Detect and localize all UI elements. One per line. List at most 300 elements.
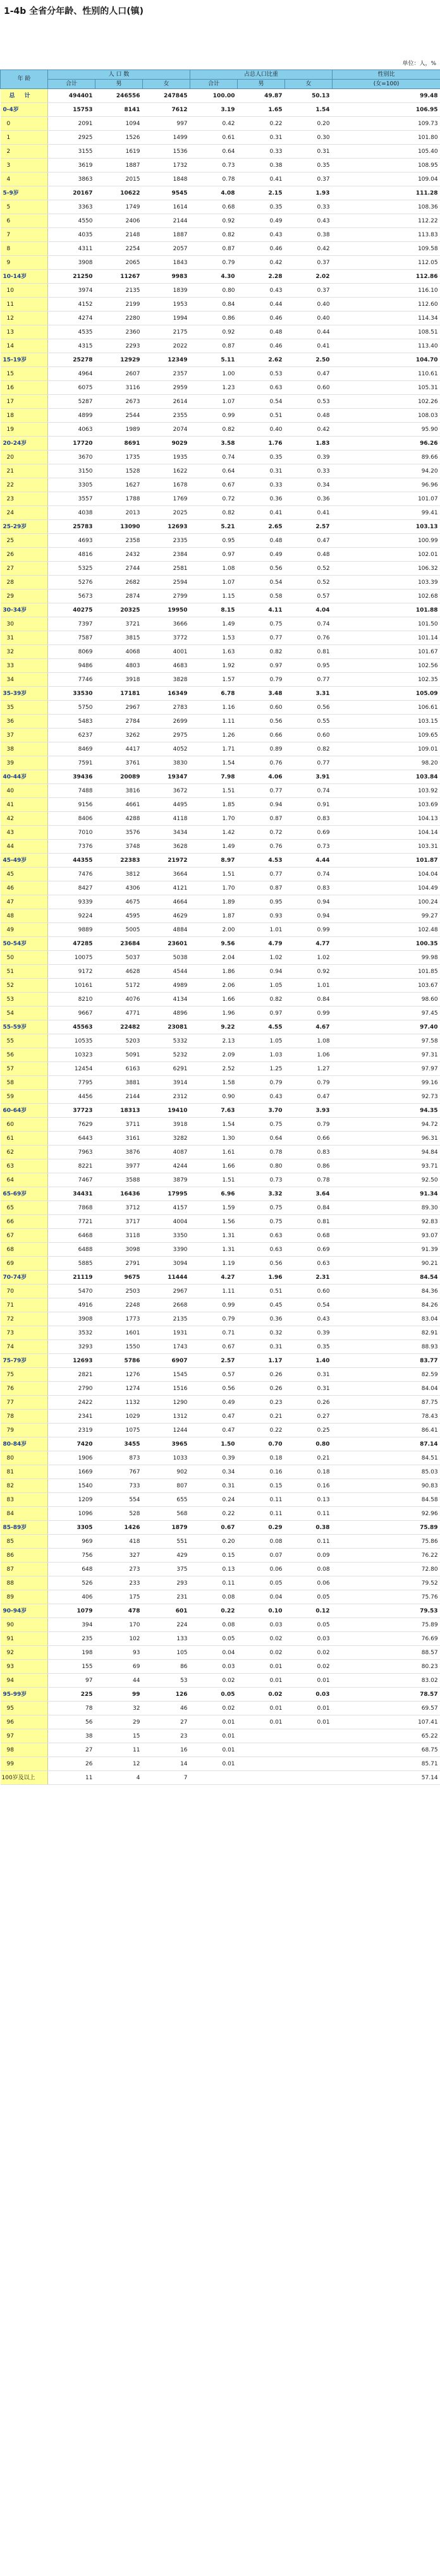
sex-ratio-cell: 104.14 [333,826,440,840]
sex-ratio-cell: 75.89 [333,1618,440,1632]
age-cell: 87 [1,1563,48,1576]
table-row [1,548,440,562]
pct-female-cell: 1.02 [285,951,333,965]
table-group-row [1,1604,440,1618]
pct-female-cell: 0.82 [285,742,333,756]
pop-total-cell: 4274 [48,311,95,325]
col-header-pct-total: 合计 [190,80,238,89]
sex-ratio-cell: 102.35 [333,673,440,687]
pop-female-cell: 247845 [143,89,190,103]
pop-total-cell: 1079 [48,1604,95,1618]
pct-total-cell: 0.05 [190,1632,238,1646]
pop-female-cell: 4544 [143,965,190,979]
pop-total-cell: 4035 [48,228,95,242]
pop-male-cell: 2293 [95,339,143,353]
pct-total-cell: 9.22 [190,1020,238,1034]
pct-total-cell: 1.15 [190,590,238,603]
age-cell: 99 [1,1757,48,1771]
age-cell: 0 [1,117,48,131]
pop-total-cell: 9486 [48,659,95,673]
pct-female-cell: 0.99 [285,923,333,937]
pop-male-cell: 11267 [95,270,143,284]
pop-female-cell: 655 [143,1493,190,1507]
pct-total-cell: 1.92 [190,659,238,673]
pct-female-cell: 0.39 [285,1326,333,1340]
pop-female-cell: 429 [143,1549,190,1563]
col-header-age: 年 龄 [1,70,48,89]
pct-female-cell [285,1757,333,1771]
pop-female-cell: 2959 [143,381,190,395]
table-row [1,590,440,603]
pct-male-cell: 0.01 [238,1702,285,1715]
pct-male-cell: 0.58 [238,590,285,603]
sex-ratio-cell: 108.03 [333,409,440,423]
pct-male-cell: 0.40 [238,423,285,437]
pct-male-cell: 0.05 [238,1576,285,1590]
pop-male-cell: 5172 [95,979,143,993]
sex-ratio-cell: 92.83 [333,1215,440,1229]
table-row [1,1326,440,1340]
age-cell: 63 [1,1159,48,1173]
pop-male-cell: 16436 [95,1187,143,1201]
pct-total-cell: 1.00 [190,367,238,381]
sex-ratio-cell: 104.13 [333,812,440,826]
table-row [1,131,440,145]
sex-ratio-cell: 90.21 [333,1257,440,1271]
age-cell: 95 [1,1702,48,1715]
age-cell: 14 [1,339,48,353]
table-group-row [1,89,440,103]
age-cell: 43 [1,826,48,840]
pop-female-cell: 2357 [143,367,190,381]
table-row [1,409,440,423]
pct-total-cell: 1.11 [190,715,238,729]
age-cell: 59 [1,1090,48,1104]
pop-female-cell: 1931 [143,1326,190,1340]
pct-male-cell: 0.06 [238,1563,285,1576]
pop-total-cell: 2925 [48,131,95,145]
pct-female-cell: 0.11 [285,1507,333,1521]
age-cell: 70-74岁 [1,1271,48,1285]
pct-female-cell: 3.64 [285,1187,333,1201]
pct-female-cell: 0.81 [285,645,333,659]
pop-total-cell: 9172 [48,965,95,979]
table-row [1,756,440,770]
col-header-pct-male: 男 [238,80,285,89]
pop-female-cell: 2384 [143,548,190,562]
pop-total-cell: 7795 [48,1076,95,1090]
pct-total-cell: 0.92 [190,214,238,228]
age-cell: 45-49岁 [1,854,48,868]
sex-ratio-cell: 103.13 [333,520,440,534]
pct-male-cell: 0.16 [238,1465,285,1479]
pct-total-cell: 0.08 [190,1590,238,1604]
sex-ratio-cell: 89.66 [333,450,440,464]
pct-female-cell: 2.57 [285,520,333,534]
pop-male-cell: 2607 [95,367,143,381]
pop-total-cell: 10075 [48,951,95,965]
pop-male-cell: 99 [95,1688,143,1702]
pop-total-cell: 7476 [48,868,95,881]
pct-total-cell: 4.27 [190,1271,238,1285]
sex-ratio-cell: 102.56 [333,659,440,673]
pct-total-cell: 1.54 [190,1118,238,1132]
pop-female-cell: 1545 [143,1368,190,1382]
pop-female-cell: 16 [143,1743,190,1757]
pop-male-cell: 2544 [95,409,143,423]
pop-total-cell: 7376 [48,840,95,854]
pop-male-cell: 9675 [95,1271,143,1285]
pop-female-cell: 27 [143,1715,190,1729]
sex-ratio-cell: 101.67 [333,645,440,659]
pct-female-cell: 0.21 [285,1451,333,1465]
pct-male-cell: 0.94 [238,965,285,979]
age-cell: 65 [1,1201,48,1215]
pct-female-cell: 0.36 [285,492,333,506]
table-row [1,812,440,826]
age-cell: 48 [1,909,48,923]
pop-male-cell: 1029 [95,1410,143,1424]
pct-female-cell: 0.37 [285,172,333,186]
pop-male-cell: 2432 [95,548,143,562]
pct-male-cell: 3.70 [238,1104,285,1118]
pop-female-cell: 3914 [143,1076,190,1090]
pop-total-cell: 4964 [48,367,95,381]
pop-male-cell: 4417 [95,742,143,756]
table-row [1,798,440,812]
pct-male-cell: 0.44 [238,298,285,311]
pop-total-cell: 7746 [48,673,95,687]
age-cell: 67 [1,1229,48,1243]
pct-female-cell: 1.40 [285,1354,333,1368]
pct-total-cell: 2.06 [190,979,238,993]
age-cell: 89 [1,1590,48,1604]
table-row [1,729,440,742]
age-cell: 25 [1,534,48,548]
table-row [1,1229,440,1243]
pct-total-cell: 0.20 [190,1535,238,1549]
sex-ratio-cell: 97.58 [333,1034,440,1048]
sex-ratio-cell: 94.84 [333,1146,440,1159]
pop-female-cell: 133 [143,1632,190,1646]
age-cell: 81 [1,1465,48,1479]
pct-female-cell: 0.60 [285,381,333,395]
sex-ratio-cell: 108.51 [333,325,440,339]
sex-ratio-cell: 84.04 [333,1382,440,1396]
pct-total-cell: 0.01 [190,1729,238,1743]
table-row [1,1340,440,1354]
pct-male-cell: 0.56 [238,715,285,729]
pct-total-cell: 1.61 [190,1146,238,1159]
sex-ratio-cell: 112.22 [333,214,440,228]
table-header [1,70,440,89]
pct-male-cell: 0.35 [238,200,285,214]
age-cell: 47 [1,895,48,909]
pct-female-cell: 4.44 [285,854,333,868]
pct-total-cell: 1.85 [190,798,238,812]
pop-female-cell: 126 [143,1688,190,1702]
pct-total-cell: 0.73 [190,159,238,172]
pct-female-cell: 4.77 [285,937,333,951]
pct-female-cell: 0.02 [285,1660,333,1674]
sex-ratio-cell: 104.04 [333,868,440,881]
pop-total-cell: 1096 [48,1507,95,1521]
pop-female-cell: 1244 [143,1424,190,1437]
pop-male-cell: 29 [95,1715,143,1729]
pop-total-cell: 56 [48,1715,95,1729]
pct-male-cell: 1.17 [238,1354,285,1368]
sex-ratio-cell: 101.07 [333,492,440,506]
pop-male-cell: 3588 [95,1173,143,1187]
pct-total-cell: 1.59 [190,1201,238,1215]
pct-female-cell: 0.74 [285,784,333,798]
age-cell: 24 [1,506,48,520]
pct-female-cell: 0.47 [285,1090,333,1104]
pop-male-cell: 528 [95,1507,143,1521]
pct-female-cell: 0.78 [285,1173,333,1187]
pop-male-cell: 4288 [95,812,143,826]
pct-female-cell: 0.01 [285,1674,333,1688]
pop-total-cell: 7963 [48,1146,95,1159]
pop-total-cell: 47285 [48,937,95,951]
age-cell: 86 [1,1549,48,1563]
table-body [1,89,440,1785]
table-row [1,895,440,909]
table-group-row [1,1187,440,1201]
pct-male-cell: 0.77 [238,631,285,645]
pct-total-cell: 0.95 [190,534,238,548]
table-row [1,159,440,172]
pop-female-cell: 4121 [143,881,190,895]
pop-male-cell: 1601 [95,1326,143,1340]
pop-total-cell: 406 [48,1590,95,1604]
pop-total-cell: 4899 [48,409,95,423]
age-cell: 总 计 [1,89,48,103]
age-cell: 80 [1,1451,48,1465]
pop-female-cell: 21972 [143,854,190,868]
table-row [1,1062,440,1076]
table-row [1,1132,440,1146]
pop-male-cell: 1276 [95,1368,143,1382]
pct-female-cell: 0.05 [285,1618,333,1632]
sex-ratio-cell: 76.22 [333,1549,440,1563]
pct-male-cell: 0.26 [238,1368,285,1382]
pct-male-cell: 1.96 [238,1271,285,1285]
pct-female-cell: 0.18 [285,1465,333,1479]
pct-total-cell: 1.87 [190,909,238,923]
age-cell: 30 [1,617,48,631]
table-row [1,1618,440,1632]
table-row [1,1660,440,1674]
table-row [1,993,440,1007]
pop-female-cell: 12693 [143,520,190,534]
pop-female-cell: 5232 [143,1048,190,1062]
pop-female-cell: 4495 [143,798,190,812]
pop-total-cell: 9339 [48,895,95,909]
pct-male-cell: 0.32 [238,1326,285,1340]
pct-female-cell: 0.41 [285,339,333,353]
pop-total-cell: 394 [48,1618,95,1632]
pop-male-cell: 4595 [95,909,143,923]
pct-male-cell: 3.32 [238,1187,285,1201]
pop-male-cell: 1526 [95,131,143,145]
pct-total-cell: 0.99 [190,1298,238,1312]
age-cell: 21 [1,464,48,478]
pop-female-cell: 17995 [143,1187,190,1201]
pct-female-cell: 0.83 [285,1146,333,1159]
sex-ratio-cell: 97.31 [333,1048,440,1062]
table-row [1,478,440,492]
pct-female-cell: 0.35 [285,159,333,172]
sex-ratio-cell: 96.26 [333,437,440,450]
pct-total-cell: 0.67 [190,478,238,492]
pop-total-cell: 3619 [48,159,95,172]
pct-total-cell: 3.19 [190,103,238,117]
sex-ratio-cell: 116.10 [333,284,440,298]
pct-total-cell: 1.70 [190,812,238,826]
table-group-row [1,603,440,617]
sex-ratio-cell: 92.73 [333,1090,440,1104]
pop-male-cell: 8141 [95,103,143,117]
age-cell: 60 [1,1118,48,1132]
pct-total-cell: 2.13 [190,1034,238,1048]
pop-female-cell: 1843 [143,256,190,270]
pct-male-cell: 0.63 [238,1229,285,1243]
sex-ratio-cell: 93.07 [333,1229,440,1243]
pop-female-cell: 2074 [143,423,190,437]
pct-total-cell: 2.57 [190,1354,238,1368]
pop-female-cell: 2668 [143,1298,190,1312]
pop-female-cell: 6291 [143,1062,190,1076]
age-cell: 98 [1,1743,48,1757]
table-row [1,367,440,381]
pct-male-cell: 0.48 [238,325,285,339]
pop-male-cell: 32 [95,1702,143,1715]
age-cell: 79 [1,1424,48,1437]
pop-female-cell: 86 [143,1660,190,1674]
pct-female-cell: 0.47 [285,534,333,548]
pop-female-cell: 1953 [143,298,190,311]
pct-male-cell: 0.72 [238,826,285,840]
age-cell: 68 [1,1243,48,1257]
pct-male-cell: 0.29 [238,1521,285,1535]
sex-ratio-cell: 80.23 [333,1660,440,1674]
pop-female-cell: 11444 [143,1271,190,1285]
pct-male-cell: 0.87 [238,881,285,895]
pct-male-cell: 0.49 [238,214,285,228]
col-header-pop-male: 男 [95,80,143,89]
pop-male-cell: 44 [95,1674,143,1688]
pct-female-cell: 0.73 [285,840,333,854]
pop-male-cell: 2784 [95,715,143,729]
table-group-row [1,1271,440,1285]
pop-total-cell: 5673 [48,590,95,603]
pop-male-cell: 15 [95,1729,143,1743]
pop-total-cell: 6488 [48,1243,95,1257]
pct-total-cell: 1.42 [190,826,238,840]
table-row [1,1576,440,1590]
age-cell: 11 [1,298,48,311]
sex-ratio-cell: 98.60 [333,993,440,1007]
pct-female-cell: 0.01 [285,1702,333,1715]
sex-ratio-cell: 101.85 [333,965,440,979]
pct-female-cell: 0.33 [285,464,333,478]
pop-male-cell: 1735 [95,450,143,464]
pop-male-cell: 12 [95,1757,143,1771]
pop-female-cell: 16349 [143,687,190,701]
sex-ratio-cell: 88.93 [333,1340,440,1354]
table-row [1,1479,440,1493]
pct-male-cell: 0.41 [238,506,285,520]
pct-female-cell: 0.03 [285,1688,333,1702]
pct-female-cell: 2.50 [285,353,333,367]
pop-female-cell: 2022 [143,339,190,353]
pct-male-cell [238,1757,285,1771]
pct-male-cell: 0.73 [238,1173,285,1187]
age-cell: 88 [1,1576,48,1590]
pct-male-cell: 1.25 [238,1062,285,1076]
pop-total-cell: 12693 [48,1354,95,1368]
sex-ratio-cell: 102.68 [333,590,440,603]
age-cell: 84 [1,1507,48,1521]
age-cell: 75 [1,1368,48,1382]
pop-male-cell: 2065 [95,256,143,270]
pop-female-cell: 3879 [143,1173,190,1187]
pop-female-cell: 2783 [143,701,190,715]
pct-female-cell: 0.91 [285,798,333,812]
table-row [1,200,440,214]
pct-male-cell: 0.76 [238,840,285,854]
pct-female-cell: 1.83 [285,437,333,450]
pct-male-cell: 0.56 [238,1257,285,1271]
pop-male-cell: 1528 [95,464,143,478]
table-group-row [1,103,440,117]
sex-ratio-cell: 106.95 [333,103,440,117]
pop-total-cell: 4038 [48,506,95,520]
age-cell: 90 [1,1618,48,1632]
pop-female-cell: 231 [143,1590,190,1604]
pct-total-cell: 0.79 [190,256,238,270]
table-row [1,450,440,464]
pct-male-cell: 1.01 [238,923,285,937]
table-group-row [1,1354,440,1368]
pop-male-cell: 5037 [95,951,143,965]
pop-female-cell: 2335 [143,534,190,548]
pct-total-cell: 0.82 [190,506,238,520]
pop-female-cell: 4118 [143,812,190,826]
pop-total-cell: 2319 [48,1424,95,1437]
pct-male-cell: 0.78 [238,1146,285,1159]
table-row [1,1396,440,1410]
pct-total-cell: 0.49 [190,1396,238,1410]
pop-total-cell: 1669 [48,1465,95,1479]
pct-female-cell: 0.52 [285,576,333,590]
age-cell: 36 [1,715,48,729]
pop-total-cell: 4535 [48,325,95,339]
sex-ratio-cell: 99.48 [333,89,440,103]
age-cell: 92 [1,1646,48,1660]
pop-male-cell: 4675 [95,895,143,909]
pop-female-cell: 551 [143,1535,190,1549]
pop-female-cell: 2355 [143,409,190,423]
age-cell: 100岁及以上 [1,1771,48,1785]
table-row [1,1007,440,1020]
age-cell: 54 [1,1007,48,1020]
pct-male-cell: 4.06 [238,770,285,784]
pop-total-cell: 3155 [48,145,95,159]
pct-total-cell: 1.71 [190,742,238,756]
pct-male-cell: 0.43 [238,228,285,242]
